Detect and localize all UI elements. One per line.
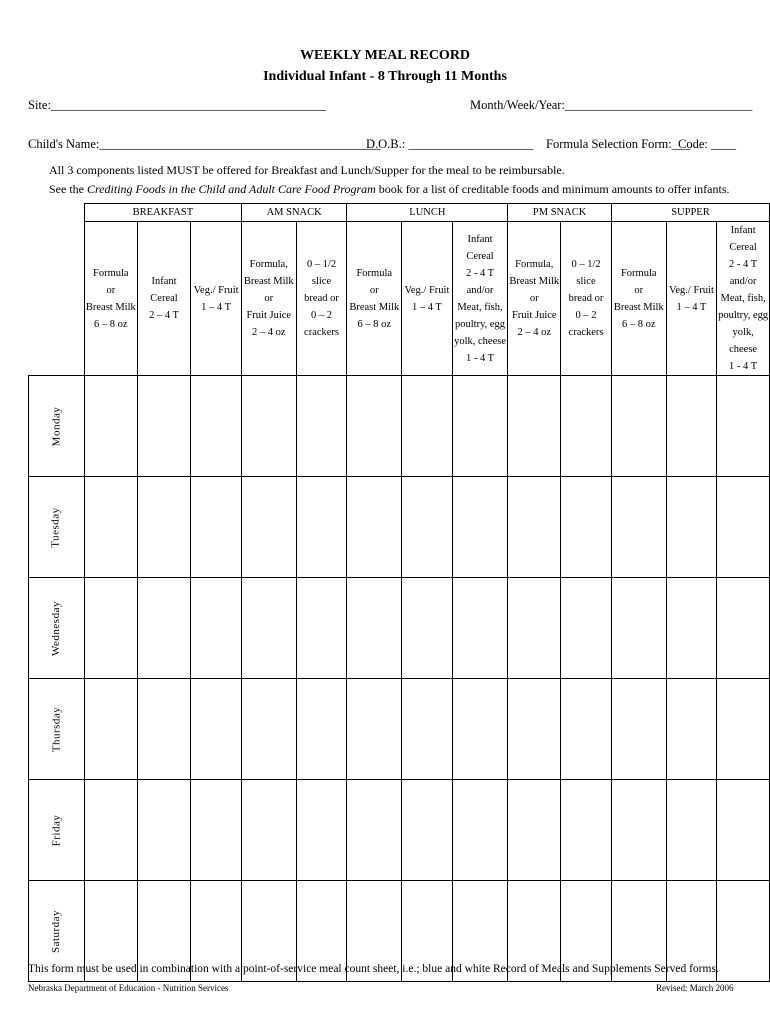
column-header-line: Formula — [620, 267, 657, 279]
meal-entry-cell[interactable] — [137, 780, 191, 881]
meal-entry-cell[interactable] — [84, 578, 137, 679]
meal-entry-cell[interactable] — [84, 679, 137, 780]
column-header-line: 2 - 4 T — [729, 259, 758, 270]
meal-entry-cell[interactable] — [452, 376, 508, 477]
section-am-snack: AM SNACK — [241, 204, 347, 222]
column-header-line: Formula — [93, 267, 129, 279]
column-header-line: 1 – 4 T — [676, 301, 707, 313]
column-header — [296, 222, 347, 376]
meal-entry-cell[interactable] — [717, 679, 770, 780]
meal-entry-cell[interactable] — [137, 477, 191, 578]
column-header-line: Formula — [356, 267, 393, 279]
column-header-line: Breast Milk or — [243, 276, 294, 304]
meal-entry-cell[interactable] — [508, 578, 561, 679]
meal-entry-cell[interactable] — [347, 578, 402, 679]
column-header-line: Meat, fish, — [457, 301, 503, 313]
column-header-line: Breast Milk — [349, 301, 400, 313]
meal-entry-cell[interactable] — [717, 578, 770, 679]
column-header — [347, 222, 402, 376]
meal-entry-cell[interactable] — [666, 477, 717, 578]
column-header-line: 0 – 1/2 slice — [306, 259, 337, 287]
corner-cell — [29, 222, 85, 376]
column-header-line: or — [634, 284, 644, 296]
site-field[interactable]: Site:____________________________________________ — [28, 98, 326, 112]
column-header-line: 1 - 4 T — [729, 361, 758, 372]
meal-entry-cell[interactable] — [666, 376, 717, 477]
footer-revised: Revised: March 2006 — [656, 983, 734, 993]
day-label-cell — [29, 477, 85, 578]
meal-entry-cell[interactable] — [296, 376, 347, 477]
column-header-line: Infant Cereal — [729, 225, 757, 253]
meal-entry-cell[interactable] — [508, 376, 561, 477]
meal-entry-cell[interactable] — [561, 679, 612, 780]
month-week-year-field[interactable]: Month/Week/Year:______________________________ — [470, 98, 753, 112]
day-row — [29, 780, 770, 881]
meal-entry-cell[interactable] — [191, 376, 242, 477]
column-header — [717, 222, 770, 376]
column-header-line: Meat, fish, — [720, 293, 766, 304]
column-header — [452, 222, 508, 376]
meal-entry-cell[interactable] — [241, 477, 296, 578]
meal-entry-cell[interactable] — [561, 578, 612, 679]
column-header-line: bread or — [568, 293, 604, 304]
column-header-line: 0 – 1/2 slice — [571, 259, 601, 287]
meal-entry-cell[interactable] — [347, 477, 402, 578]
column-header-line: bread or — [304, 293, 339, 304]
column-header-line: 0 – 2 crackers — [568, 310, 604, 338]
meal-entry-cell[interactable] — [717, 477, 770, 578]
section-supper: SUPPER — [611, 204, 769, 222]
meal-entry-cell[interactable] — [402, 679, 453, 780]
column-header-line: 1 – 4 T — [201, 301, 232, 313]
meal-entry-cell[interactable] — [347, 679, 402, 780]
meal-entry-cell[interactable] — [666, 780, 717, 881]
column-header-line: poultry, egg — [455, 318, 506, 330]
column-header-line: poultry, egg — [718, 310, 769, 321]
meal-entry-cell[interactable] — [296, 780, 347, 881]
meal-entry-cell[interactable] — [717, 881, 770, 982]
day-row — [29, 679, 770, 780]
column-header-line: 1 - 4 T — [465, 352, 495, 364]
column-header-line: or — [529, 293, 539, 304]
meal-entry-cell[interactable] — [241, 376, 296, 477]
meal-entry-cell[interactable] — [452, 780, 508, 881]
corner-cell — [29, 204, 85, 222]
meal-entry-cell[interactable] — [666, 679, 717, 780]
meal-entry-cell[interactable] — [241, 578, 296, 679]
meal-entry-cell[interactable] — [611, 679, 666, 780]
column-header-line: or — [369, 284, 379, 296]
column-header-line: and/or — [466, 284, 494, 296]
childs-name-field[interactable]: Child's Name:_____________________________________________ — [28, 137, 381, 151]
instruction-line-2: See the Crediting Foods in the Child and Adult Care Food Program book for a list of creditable foods and minimum amounts to offer infants. — [49, 182, 730, 196]
meal-entry-cell[interactable] — [452, 578, 508, 679]
meal-entry-cell[interactable] — [241, 679, 296, 780]
meal-entry-cell[interactable] — [508, 477, 561, 578]
column-header — [137, 222, 191, 376]
column-header-line: Infant Cereal — [150, 276, 178, 304]
column-header-line: yolk, cheese — [729, 327, 758, 355]
day-row — [29, 477, 770, 578]
formula-selection-field[interactable]: Formula Selection Form:___ — [546, 137, 691, 151]
instruction-line-1: All 3 components listed MUST be offered for Breakfast and Lunch/Supper for the meal to be reimbursable. — [49, 163, 565, 177]
meal-entry-cell[interactable] — [241, 780, 296, 881]
column-header — [84, 222, 137, 376]
meal-entry-cell[interactable] — [717, 376, 770, 477]
day-label: Monday — [49, 406, 62, 446]
column-header-line: 2 - 4 T — [465, 267, 495, 279]
meal-entry-cell[interactable] — [137, 578, 191, 679]
meal-entry-cell[interactable] — [137, 376, 191, 477]
footer-department: Nebraska Department of Education - Nutrition Services — [28, 983, 229, 993]
day-label-cell — [29, 376, 85, 477]
column-header — [402, 222, 453, 376]
column-header-line: 6 – 8 oz — [621, 318, 656, 330]
section-header-row — [29, 204, 770, 222]
column-header-line: Formula, — [249, 259, 288, 270]
column-header-line: Veg./ Fruit — [404, 284, 450, 296]
day-label: Wednesday — [49, 600, 62, 656]
column-header-line: Fruit Juice — [246, 310, 292, 321]
column-header-line: crackers — [304, 327, 340, 338]
meal-entry-cell[interactable] — [296, 578, 347, 679]
column-header-line: yolk, cheese — [454, 335, 506, 347]
meal-entry-cell[interactable] — [452, 679, 508, 780]
meal-entry-cell[interactable] — [84, 477, 137, 578]
meal-entry-cell[interactable] — [347, 376, 402, 477]
column-header-line: 2 – 4 T — [149, 310, 179, 321]
section-breakfast: BREAKFAST — [84, 204, 241, 222]
column-header — [666, 222, 717, 376]
meal-entry-cell[interactable] — [84, 780, 137, 881]
day-label: Tuesday — [49, 506, 62, 548]
column-header-line: Breast Milk — [509, 276, 560, 287]
meal-entry-cell[interactable] — [717, 780, 770, 881]
column-header — [191, 222, 242, 376]
column-header-line: 0 – 2 — [311, 310, 333, 321]
code-field[interactable]: Code: ____ — [678, 137, 736, 151]
column-header-line: Breast Milk — [85, 301, 136, 313]
day-label-cell — [29, 780, 85, 881]
meal-entry-cell[interactable] — [191, 780, 242, 881]
footer-note: This form must be used in combination with a point-of-service meal count sheet, i.e.; blue and white Record of Meals and Supplements Served forms. — [28, 963, 719, 975]
column-header-line: Breast Milk — [613, 301, 664, 313]
meal-entry-cell[interactable] — [191, 679, 242, 780]
meal-entry-cell[interactable] — [611, 376, 666, 477]
meal-entry-cell[interactable] — [402, 477, 453, 578]
dob-field[interactable]: D.O.B.: ____________________ — [366, 137, 534, 151]
column-header-line: Veg./ Fruit — [193, 284, 239, 296]
meal-entry-cell[interactable] — [296, 679, 347, 780]
meal-entry-cell[interactable] — [296, 477, 347, 578]
meal-entry-cell[interactable] — [347, 780, 402, 881]
column-header-line: Fruit Juice — [511, 310, 557, 321]
column-header-line: 2 – 4 oz — [517, 327, 552, 338]
page-title: WEEKLY MEAL RECORD — [299, 48, 471, 63]
meal-entry-cell[interactable] — [561, 477, 612, 578]
day-label: Saturday — [49, 909, 62, 953]
meal-entry-cell[interactable] — [508, 780, 561, 881]
section-pm-snack: PM SNACK — [508, 204, 612, 222]
meal-entry-cell[interactable] — [137, 679, 191, 780]
meal-entry-cell[interactable] — [561, 376, 612, 477]
meal-entry-cell[interactable] — [561, 780, 612, 881]
meal-entry-cell[interactable] — [402, 578, 453, 679]
section-lunch: LUNCH — [347, 204, 508, 222]
column-header — [561, 222, 612, 376]
meal-entry-cell[interactable] — [452, 477, 508, 578]
column-header-line: 2 – 4 oz — [251, 327, 286, 338]
column-header-line: 6 – 8 oz — [357, 318, 392, 330]
day-row — [29, 578, 770, 679]
column-header-line: 6 – 8 oz — [94, 318, 128, 330]
day-label-cell — [29, 578, 85, 679]
meal-entry-cell[interactable] — [611, 780, 666, 881]
column-header — [508, 222, 561, 376]
column-header-line: Veg./ Fruit — [668, 284, 714, 296]
day-label-cell — [29, 679, 85, 780]
meal-entry-cell[interactable] — [84, 376, 137, 477]
meal-entry-cell[interactable] — [191, 477, 242, 578]
meal-entry-cell[interactable] — [402, 780, 453, 881]
day-row — [29, 376, 770, 477]
meal-record-table — [28, 203, 770, 982]
column-header-line: Infant Cereal — [466, 233, 494, 262]
meal-entry-cell[interactable] — [402, 376, 453, 477]
meal-entry-cell[interactable] — [666, 578, 717, 679]
page-subtitle: Individual Infant - 8 Through 11 Months — [263, 69, 507, 84]
column-header-line: 1 – 4 T — [411, 301, 442, 313]
column-header — [611, 222, 666, 376]
meal-entry-cell[interactable] — [611, 477, 666, 578]
column-header-line: or — [106, 284, 116, 296]
column-header-line: and/or — [729, 276, 757, 287]
meal-entry-cell[interactable] — [611, 578, 666, 679]
column-header-line: Formula, — [515, 259, 554, 270]
column-header-row — [29, 222, 770, 376]
meal-entry-cell[interactable] — [191, 578, 242, 679]
column-header — [241, 222, 296, 376]
meal-entry-cell[interactable] — [508, 679, 561, 780]
crediting-foods-book-title: Crediting Foods in the Child and Adult Care Food Program — [87, 182, 376, 196]
day-label: Friday — [49, 814, 62, 846]
day-label: Thursday — [49, 706, 62, 752]
